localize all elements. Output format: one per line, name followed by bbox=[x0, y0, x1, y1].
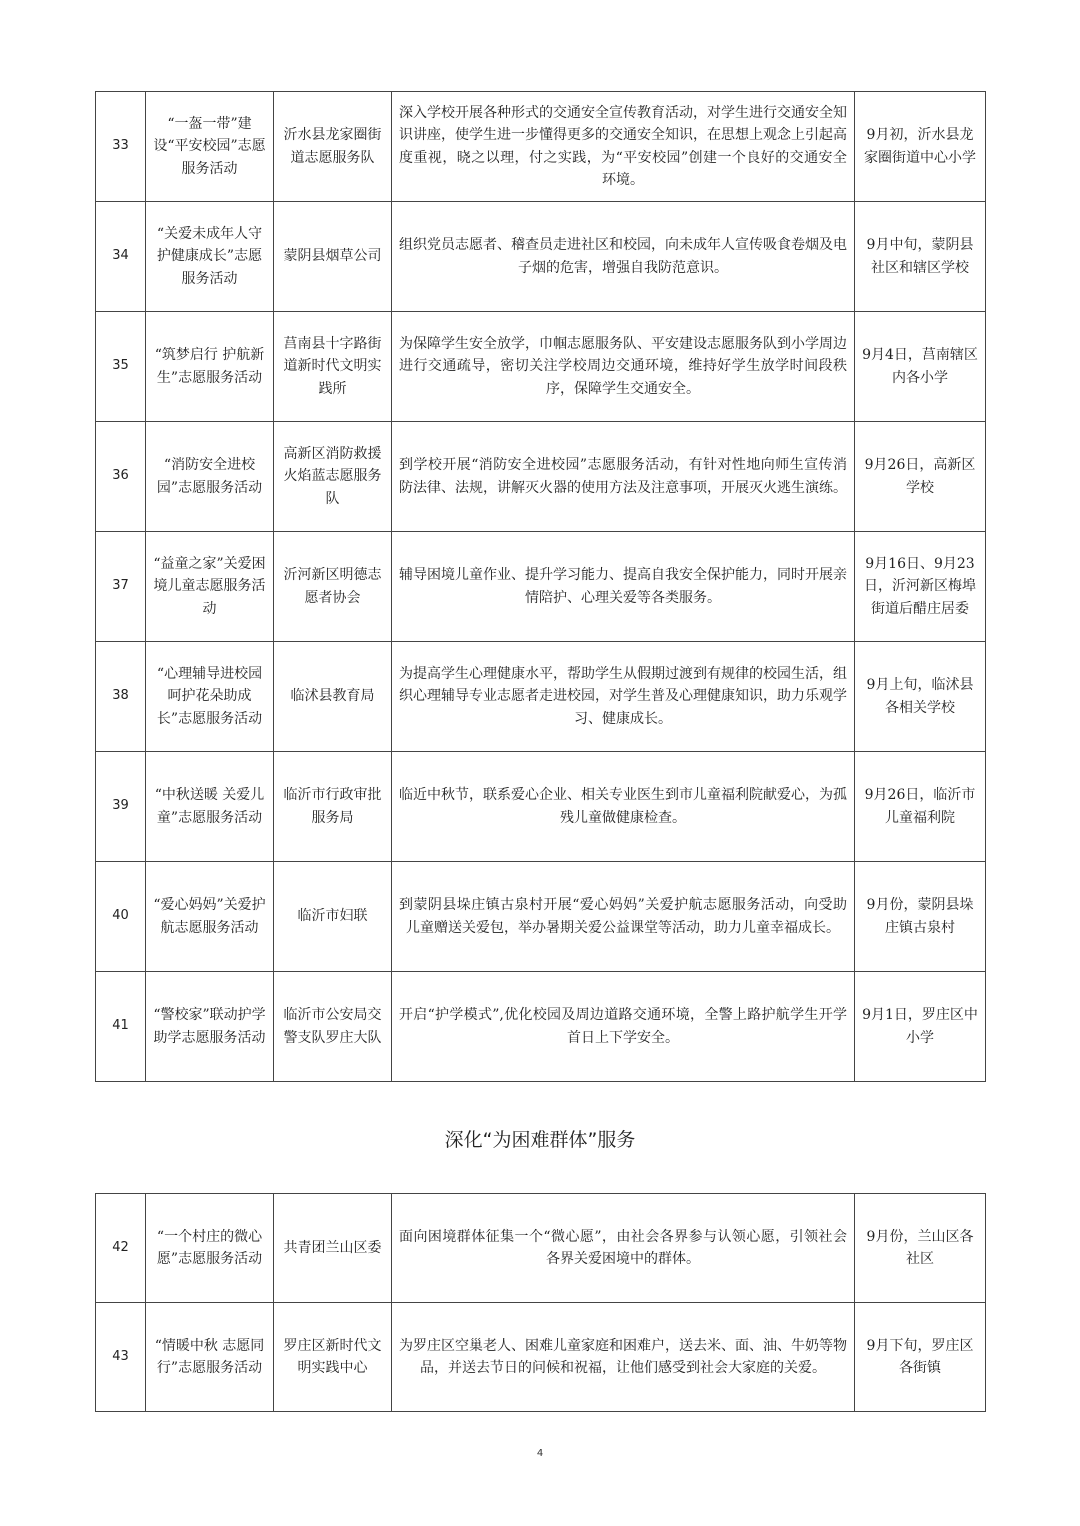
time-place: 9月26日，临沂市儿童福利院 bbox=[855, 752, 986, 862]
table-row bbox=[96, 312, 986, 422]
activity-name: “消防安全进校园”志愿服务活动 bbox=[146, 422, 274, 532]
table-row bbox=[96, 752, 986, 862]
table-row bbox=[96, 972, 986, 1082]
activity-name: “情暖中秋 志愿同行”志愿服务活动 bbox=[146, 1303, 274, 1412]
row-number: 35 bbox=[96, 312, 146, 422]
table-row bbox=[96, 92, 986, 202]
organizer: 临沂市妇联 bbox=[274, 862, 392, 972]
row-number: 33 bbox=[96, 92, 146, 202]
organizer: 沂河新区明德志愿者协会 bbox=[274, 532, 392, 642]
table-row bbox=[96, 862, 986, 972]
row-number: 37 bbox=[96, 532, 146, 642]
activity-name: “中秋送暖 关爱儿童”志愿服务活动 bbox=[146, 752, 274, 862]
activity-name: “心理辅导进校园 呵护花朵助成长”志愿服务活动 bbox=[146, 642, 274, 752]
row-number: 38 bbox=[96, 642, 146, 752]
row-number: 41 bbox=[96, 972, 146, 1082]
organizer: 蒙阴县烟草公司 bbox=[274, 202, 392, 312]
activity-content: 到蒙阴县垛庄镇古泉村开展“爱心妈妈”关爱护航志愿服务活动，向受助儿童赠送关爱包，举办暑期关爱公益课堂等活动，助力儿童幸福成长。 bbox=[392, 862, 855, 972]
time-place: 9月初，沂水县龙家圈街道中心小学 bbox=[855, 92, 986, 202]
activity-table-2 bbox=[95, 1193, 986, 1412]
activity-name: “筑梦启行 护航新生”志愿服务活动 bbox=[146, 312, 274, 422]
row-number: 36 bbox=[96, 422, 146, 532]
activity-content: 为提高学生心理健康水平，帮助学生从假期过渡到有规律的校园生活，组织心理辅导专业志愿者走进校园，对学生普及心理健康知识，助力乐观学习、健康成长。 bbox=[392, 642, 855, 752]
time-place: 9月26日，高新区学校 bbox=[855, 422, 986, 532]
organizer: 莒南县十字路街道新时代文明实践所 bbox=[274, 312, 392, 422]
activity-content: 临近中秋节，联系爱心企业、相关专业医生到市儿童福利院献爱心，为孤残儿童做健康检查。 bbox=[392, 752, 855, 862]
table-row bbox=[96, 202, 986, 312]
table-row bbox=[96, 532, 986, 642]
table-row bbox=[96, 1194, 986, 1303]
activity-content: 到学校开展“消防安全进校园”志愿服务活动，有针对性地向师生宣传消防法律、法规，讲解灭火器的使用方法及注意事项，开展灭火逃生演练。 bbox=[392, 422, 855, 532]
activity-content: 为罗庄区空巢老人、困难儿童家庭和困难户，送去米、面、油、牛奶等物品，并送去节日的问候和祝福，让他们感受到社会大家庭的关爱。 bbox=[392, 1303, 855, 1412]
row-number: 34 bbox=[96, 202, 146, 312]
time-place: 9月上旬，临沭县各相关学校 bbox=[855, 642, 986, 752]
section-heading: 深化“为困难群体”服务 bbox=[444, 1129, 636, 1151]
activity-name: “警校家”联动护学助学志愿服务活动 bbox=[146, 972, 274, 1082]
organizer: 高新区消防救援火焰蓝志愿服务队 bbox=[274, 422, 392, 532]
table-row bbox=[96, 422, 986, 532]
time-place: 9月中旬，蒙阴县社区和辖区学校 bbox=[855, 202, 986, 312]
activity-name: “关爱未成年人守护健康成长”志愿服务活动 bbox=[146, 202, 274, 312]
activity-content: 辅导困境儿童作业、提升学习能力、提高自我安全保护能力，同时开展亲情陪护、心理关爱等各类服务。 bbox=[392, 532, 855, 642]
organizer: 共青团兰山区委 bbox=[274, 1194, 392, 1303]
activity-name: “一个村庄的微心愿”志愿服务活动 bbox=[146, 1194, 274, 1303]
table-row bbox=[96, 1303, 986, 1412]
activity-content: 面向困境群体征集一个“微心愿”，由社会各界参与认领心愿，引领社会各界关爱困境中的群体。 bbox=[392, 1194, 855, 1303]
organizer: 临沂市公安局交警支队罗庄大队 bbox=[274, 972, 392, 1082]
organizer: 罗庄区新时代文明实践中心 bbox=[274, 1303, 392, 1412]
page-number: 4 bbox=[536, 1448, 544, 1459]
activity-content: 为保障学生安全放学，巾帼志愿服务队、平安建设志愿服务队到小学周边进行交通疏导，密切关注学校周边交通环境，维持好学生放学时间段秩序，保障学生交通安全。 bbox=[392, 312, 855, 422]
activity-name: “一盔一带”建设“平安校园”志愿服务活动 bbox=[146, 92, 274, 202]
organizer: 沂水县龙家圈街道志愿服务队 bbox=[274, 92, 392, 202]
time-place: 9月下旬，罗庄区各街镇 bbox=[855, 1303, 986, 1412]
time-place: 9月份，兰山区各社区 bbox=[855, 1194, 986, 1303]
time-place: 9月份，蒙阴县垛庄镇古泉村 bbox=[855, 862, 986, 972]
row-number: 40 bbox=[96, 862, 146, 972]
row-number: 42 bbox=[96, 1194, 146, 1303]
activity-content: 开启“护学模式”,优化校园及周边道路交通环境，全警上路护航学生开学首日上下学安全。 bbox=[392, 972, 855, 1082]
time-place: 9月1日，罗庄区中小学 bbox=[855, 972, 986, 1082]
row-number: 39 bbox=[96, 752, 146, 862]
activity-name: “益童之家”关爱困境儿童志愿服务活动 bbox=[146, 532, 274, 642]
row-number: 43 bbox=[96, 1303, 146, 1412]
organizer: 临沭县教育局 bbox=[274, 642, 392, 752]
activity-content: 组织党员志愿者、稽查员走进社区和校园，向未成年人宣传吸食卷烟及电子烟的危害，增强自我防范意识。 bbox=[392, 202, 855, 312]
activity-table-1 bbox=[95, 91, 986, 1082]
table-row bbox=[96, 642, 986, 752]
time-place: 9月16日、9月23日，沂河新区梅埠街道后醋庄居委 bbox=[855, 532, 986, 642]
organizer: 临沂市行政审批服务局 bbox=[274, 752, 392, 862]
activity-name: “爱心妈妈”关爱护航志愿服务活动 bbox=[146, 862, 274, 972]
activity-content: 深入学校开展各种形式的交通安全宣传教育活动，对学生进行交通安全知识讲座，使学生进一步懂得更多的交通安全知识，在思想上观念上引起高度重视，晓之以理，付之实践，为“平安校园”创建一个良好的交通安全环境。 bbox=[392, 92, 855, 202]
time-place: 9月4日，莒南辖区内各小学 bbox=[855, 312, 986, 422]
